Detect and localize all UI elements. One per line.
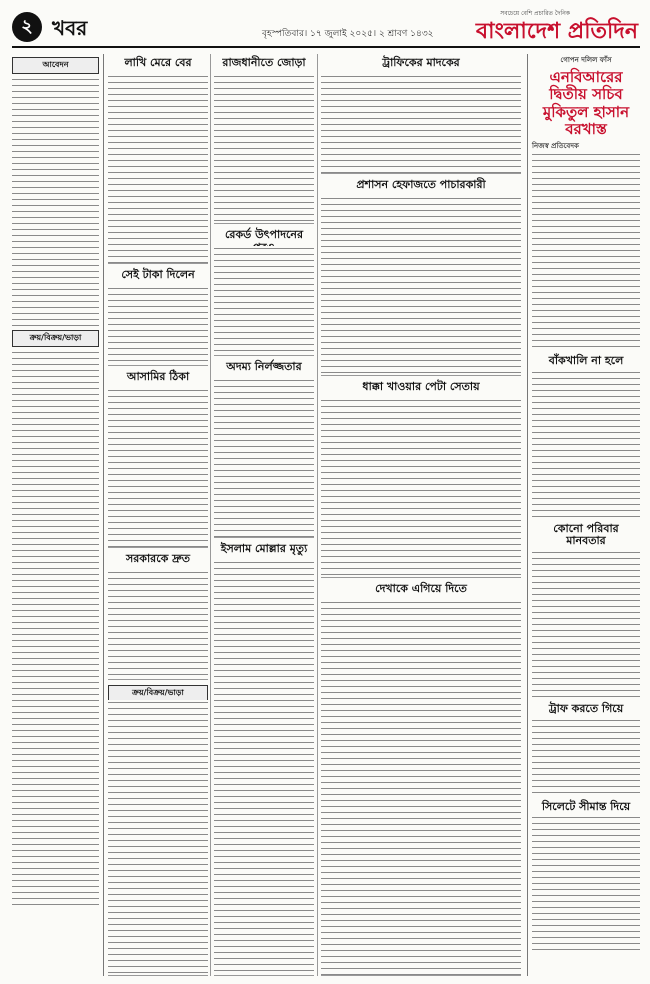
reporter-name: নিজস্ব প্রতিবেদক: [532, 142, 579, 150]
headline: ট্রাফিকের মাদকের: [382, 56, 460, 69]
headline: ট্রাফ করতে গিয়ে: [548, 701, 624, 715]
buy-sell-text: [12, 350, 99, 910]
headline: প্রশাসন হেফাজতে পাচারকারী: [356, 178, 486, 191]
classified-heading: আবেদন: [12, 57, 99, 74]
article-text: [321, 74, 521, 174]
headline: বাঁকখালি না হলে: [548, 354, 624, 367]
section-box-title: ক্রয়/বিক্রয়/ভাড়া: [108, 685, 208, 702]
article-block: [214, 226, 314, 356]
masthead: [12, 8, 640, 48]
headline: ইসলাম মোল্লার মৃত্যু: [220, 542, 308, 555]
article-text: [532, 718, 640, 798]
article-text: [532, 152, 640, 352]
page-number: ২: [12, 12, 42, 42]
headline: কোনো পরিবার মানবতার: [553, 521, 619, 548]
article-text: [108, 388, 208, 548]
section-title: খবর: [52, 16, 88, 40]
newspaper-logo: [475, 8, 638, 44]
column-classifieds: [12, 54, 104, 976]
article-block: [321, 176, 521, 376]
headline: রাজধানীতে জোড়া: [222, 56, 306, 69]
headline: দেখাকে এগিয়ে দিতে: [375, 582, 467, 595]
article-text: [532, 815, 640, 955]
headline: আসামির ঠিকা: [126, 370, 190, 383]
column-rule: [317, 54, 318, 976]
article-block: [321, 54, 521, 174]
article-block: [321, 580, 521, 976]
article-text: [321, 600, 521, 976]
article-text: [214, 560, 314, 976]
article-text: [532, 370, 640, 520]
article-text: [214, 378, 314, 538]
headline: ধাক্কা খাওয়ার পেটা সেতায়: [362, 380, 480, 393]
headline: রেকর্ড উৎপাদনের: [224, 228, 304, 241]
article-block: [214, 358, 314, 538]
article-block: [108, 368, 208, 548]
headline: লাখি মেরে বের: [124, 56, 192, 69]
article-text: [108, 570, 208, 680]
headline: সরকারকে দ্রুত: [125, 552, 191, 565]
headline: অদম্য নির্লজ্জতার: [226, 360, 302, 373]
column-right: [527, 54, 640, 976]
article-block: [321, 378, 521, 578]
article-block: [108, 682, 208, 976]
logo-text: বাংলাদেশ প্রতিদিন: [475, 18, 638, 44]
headline: সিলেটে সীমান্ত দিয়ে: [541, 799, 631, 813]
logo-tagline: সবচেয়ে বেশি প্রচারিত দৈনিক: [500, 10, 570, 17]
article-text: [108, 700, 208, 976]
article-text: [321, 196, 521, 376]
article-text: [532, 550, 640, 700]
article-block: [108, 54, 208, 264]
article-block: [108, 550, 208, 680]
lead-headline: এনবিআরের দ্বিতীয় সচিব মুকিতুল হাসান বরখাস্ত: [542, 68, 630, 138]
headline: সেই টাকা দিলেন: [121, 268, 195, 281]
article-text: [214, 74, 314, 224]
article-text: [214, 246, 314, 356]
buy-sell-heading: ক্রয়/বিক্রয়/ভাড়া: [12, 330, 99, 347]
article-block: [214, 540, 314, 976]
dateline: বৃহস্পতিবার। ১৭ জুলাই ২০২৫। ২ শ্রাবণ ১৪৩২: [262, 29, 434, 39]
article-text: [108, 74, 208, 264]
column-rule: [210, 54, 211, 976]
classified-text: [12, 77, 99, 327]
article-block: [108, 266, 208, 366]
article-text: [108, 286, 208, 366]
article-text: [321, 398, 521, 578]
kicker: গোপন দলিল ফাঁস: [560, 56, 612, 64]
article-block: [214, 54, 314, 224]
